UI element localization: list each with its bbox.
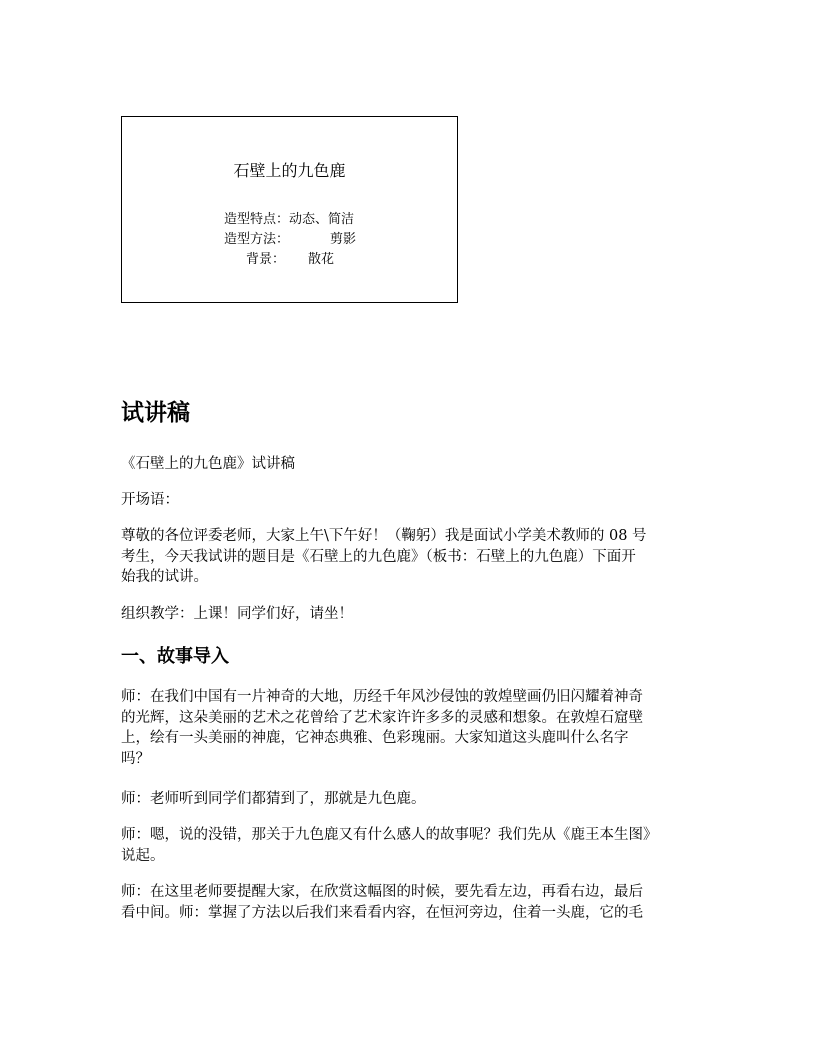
opening-paragraph: 尊敬的各位评委老师，大家上午\下午好！（鞠躬）我是面试小学美术教师的 08 号 考生，今天我试讲的题目是《石壁上的九色鹿》（板书：石壁上的九色鹿）下面开 始我的试讲。 (121, 528, 647, 585)
board-row-features (224, 211, 384, 229)
blackboard-design-box (121, 116, 458, 303)
board-row-value: 剪影 (330, 232, 357, 247)
story-paragraph-1: 师：在我们中国有一片神奇的大地，历经千年风沙侵蚀的敦煌壁画仍旧闪耀着神奇 的光辉，这朵美丽的艺术之花曾给了艺术家许许多多的灵感和想象。在敦煌石窟壁 上，绘有一头美丽的神鹿，它神态典雅、色彩瑰丽。大家知道这头鹿叫什么名字 吗？ (121, 689, 643, 767)
board-row-value: 动态、简洁 (289, 212, 355, 227)
document-heading: 试讲稿 (121, 399, 190, 426)
board-row-label: 造型特点： (224, 212, 290, 227)
board-title: 石壁上的九色鹿 (233, 161, 346, 180)
opening-label: 开场语： (121, 492, 179, 508)
section-title: 一、故事导入 (121, 646, 229, 667)
board-row-background (246, 251, 386, 269)
organize-teaching: 组织教学：上课！同学们好，请坐！ (121, 606, 353, 622)
board-row-method (224, 231, 384, 249)
story-paragraph-3: 师：嗯，说的没错，那关于九色鹿又有什么感人的故事呢？我们先从《鹿王本生图》 说起。 (121, 827, 658, 864)
board-row-label: 造型方法： (224, 232, 290, 247)
board-row-label: 背景： (246, 252, 286, 267)
story-paragraph-4: 师：在这里老师要提醒大家，在欣赏这幅图的时候，要先看左边，再看右边，最后 看中间。师：掌握了方法以后我们来看看内容，在恒河旁边，住着一头鹿，它的毛 (121, 884, 643, 921)
document-subtitle: 《石壁上的九色鹿》试讲稿 (121, 456, 295, 472)
board-row-value: 散花 (308, 252, 335, 267)
story-paragraph-2: 师：老师听到同学们都猜到了，那就是九色鹿。 (121, 791, 426, 807)
